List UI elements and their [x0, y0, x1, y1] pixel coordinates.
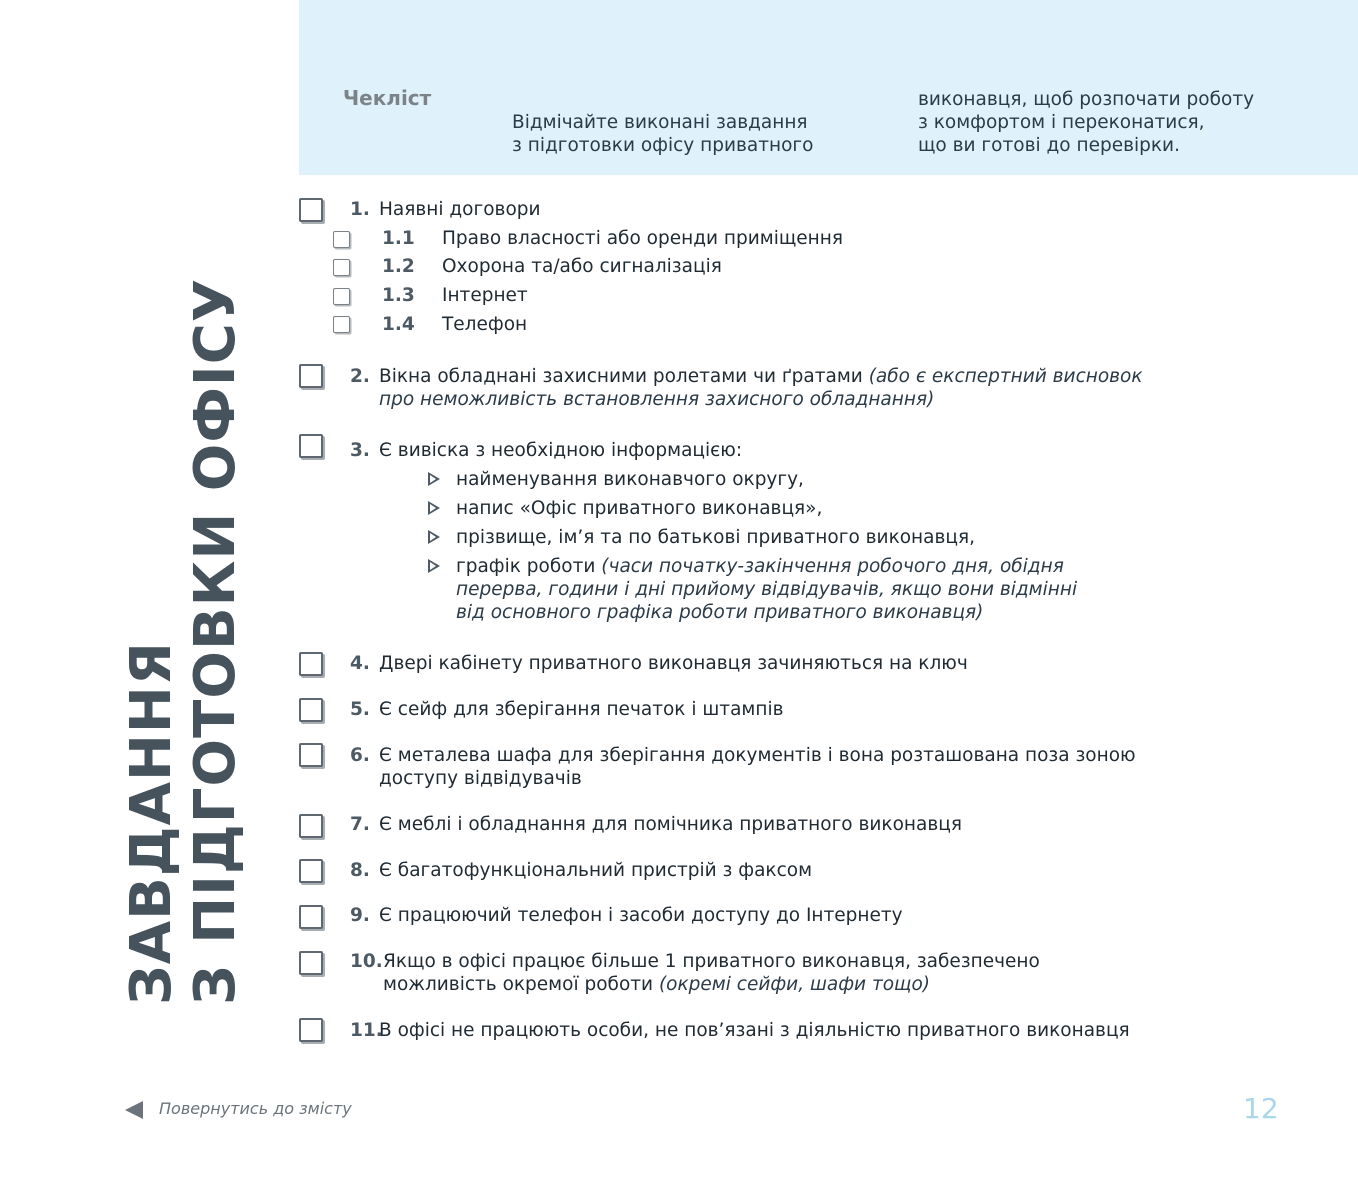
checkbox-item-3[interactable] — [299, 434, 323, 458]
subitem-number: 1.2 — [382, 256, 415, 277]
checkbox-item-2[interactable] — [299, 364, 323, 388]
item-number: 6. — [350, 745, 370, 766]
checkbox-item-6[interactable] — [299, 743, 323, 767]
item-text: Є сейф для зберігання печаток і штампів — [379, 699, 784, 720]
checkbox-item-1-2[interactable] — [333, 259, 350, 276]
item-text: В офісі не працюють особи, не пов’язані з діяльністю приватного виконавця — [379, 1020, 1130, 1041]
triangle-bullet-icon — [428, 559, 440, 573]
subitem-text: Телефон — [442, 314, 528, 335]
item-number: 8. — [350, 860, 370, 881]
triangle-bullet-icon — [428, 530, 440, 544]
item-text: Якщо в офісі працює більше 1 приватного виконавця, забезпечено можливість окремої роботи (окремі сейфи, шафи тощо) — [383, 951, 1040, 995]
item-number: 1. — [350, 199, 370, 220]
checkbox-item-1[interactable] — [299, 198, 323, 222]
item-number: 3. — [350, 440, 370, 461]
item-number: 2. — [350, 366, 370, 387]
checkbox-item-5[interactable] — [299, 698, 323, 722]
item-text: Наявні договори — [379, 199, 541, 220]
checkbox-item-9[interactable] — [299, 905, 323, 929]
page-number: 12 — [1243, 1092, 1279, 1125]
item-number: 11. — [350, 1020, 383, 1041]
checkbox-item-11[interactable] — [299, 1018, 323, 1042]
checkbox-item-4[interactable] — [299, 652, 323, 676]
item-text: Є металева шафа для зберігання документів і вона розташована поза зоною доступу відвідувачів — [379, 745, 1136, 789]
bullet-text: напис «Офіс приватного виконавця», — [456, 498, 823, 519]
subitem-number: 1.1 — [382, 228, 415, 249]
checklist-label: Чекліст — [343, 86, 432, 110]
header-intro-col1: Відмічайте виконані завдання з підготовки офісу приватного — [512, 112, 814, 156]
bullet-text: графік роботи (часи початку-закінчення робочого дня, обідня перерва, години і дні прийому відвідувачів, якщо вони відмінні від основного графіка роботи приватного виконавця) — [456, 556, 1078, 623]
checkbox-item-7[interactable] — [299, 814, 323, 838]
checkbox-item-1-3[interactable] — [333, 288, 350, 305]
item-number: 10. — [350, 951, 383, 972]
checkbox-item-8[interactable] — [299, 859, 323, 883]
subitem-number: 1.3 — [382, 285, 415, 306]
back-to-contents-link[interactable]: Повернутись до змісту — [159, 1099, 352, 1118]
checkbox-item-1-4[interactable] — [333, 316, 350, 333]
back-arrow-icon[interactable] — [125, 1101, 143, 1119]
checkbox-item-10[interactable] — [299, 951, 323, 975]
bullet-text: прізвище, ім’я та по батькові приватного виконавця, — [456, 527, 975, 548]
item-number: 7. — [350, 814, 370, 835]
subitem-text: Інтернет — [442, 285, 528, 306]
triangle-bullet-icon — [428, 472, 440, 486]
item-text: Є працюючий телефон і засоби доступу до Інтернету — [379, 905, 903, 926]
item-text: Двері кабінету приватного виконавця зачиняються на ключ — [379, 653, 968, 674]
subitem-number: 1.4 — [382, 314, 415, 335]
checkbox-item-1-1[interactable] — [333, 231, 350, 248]
bullet-text: найменування виконавчого округу, — [456, 469, 804, 490]
item-text: Є меблі і обладнання для помічника приватного виконавця — [379, 814, 962, 835]
subitem-text: Право власності або оренди приміщення — [442, 228, 843, 249]
triangle-bullet-icon — [428, 501, 440, 515]
item-number: 5. — [350, 699, 370, 720]
item-text: Є вивіска з необхідною інформацією: — [379, 440, 743, 461]
subitem-text: Охорона та/або сигналізація — [442, 256, 722, 277]
item-text: Є багатофункціональний пристрій з факсом — [379, 860, 813, 881]
item-number: 9. — [350, 905, 370, 926]
section-title: ЗАВДАННЯ З ПІДГОТОВКИ ОФІСУ — [119, 277, 248, 1005]
header-intro-col2: виконавця, щоб розпочати роботу з комфортом і переконатися, що ви готові до перевірки. — [918, 89, 1255, 156]
item-text: Вікна обладнані захисними ролетами чи ґратами (або є експертний висновок про неможливість встановлення захисного обладнання) — [379, 366, 1143, 410]
item-number: 4. — [350, 653, 370, 674]
